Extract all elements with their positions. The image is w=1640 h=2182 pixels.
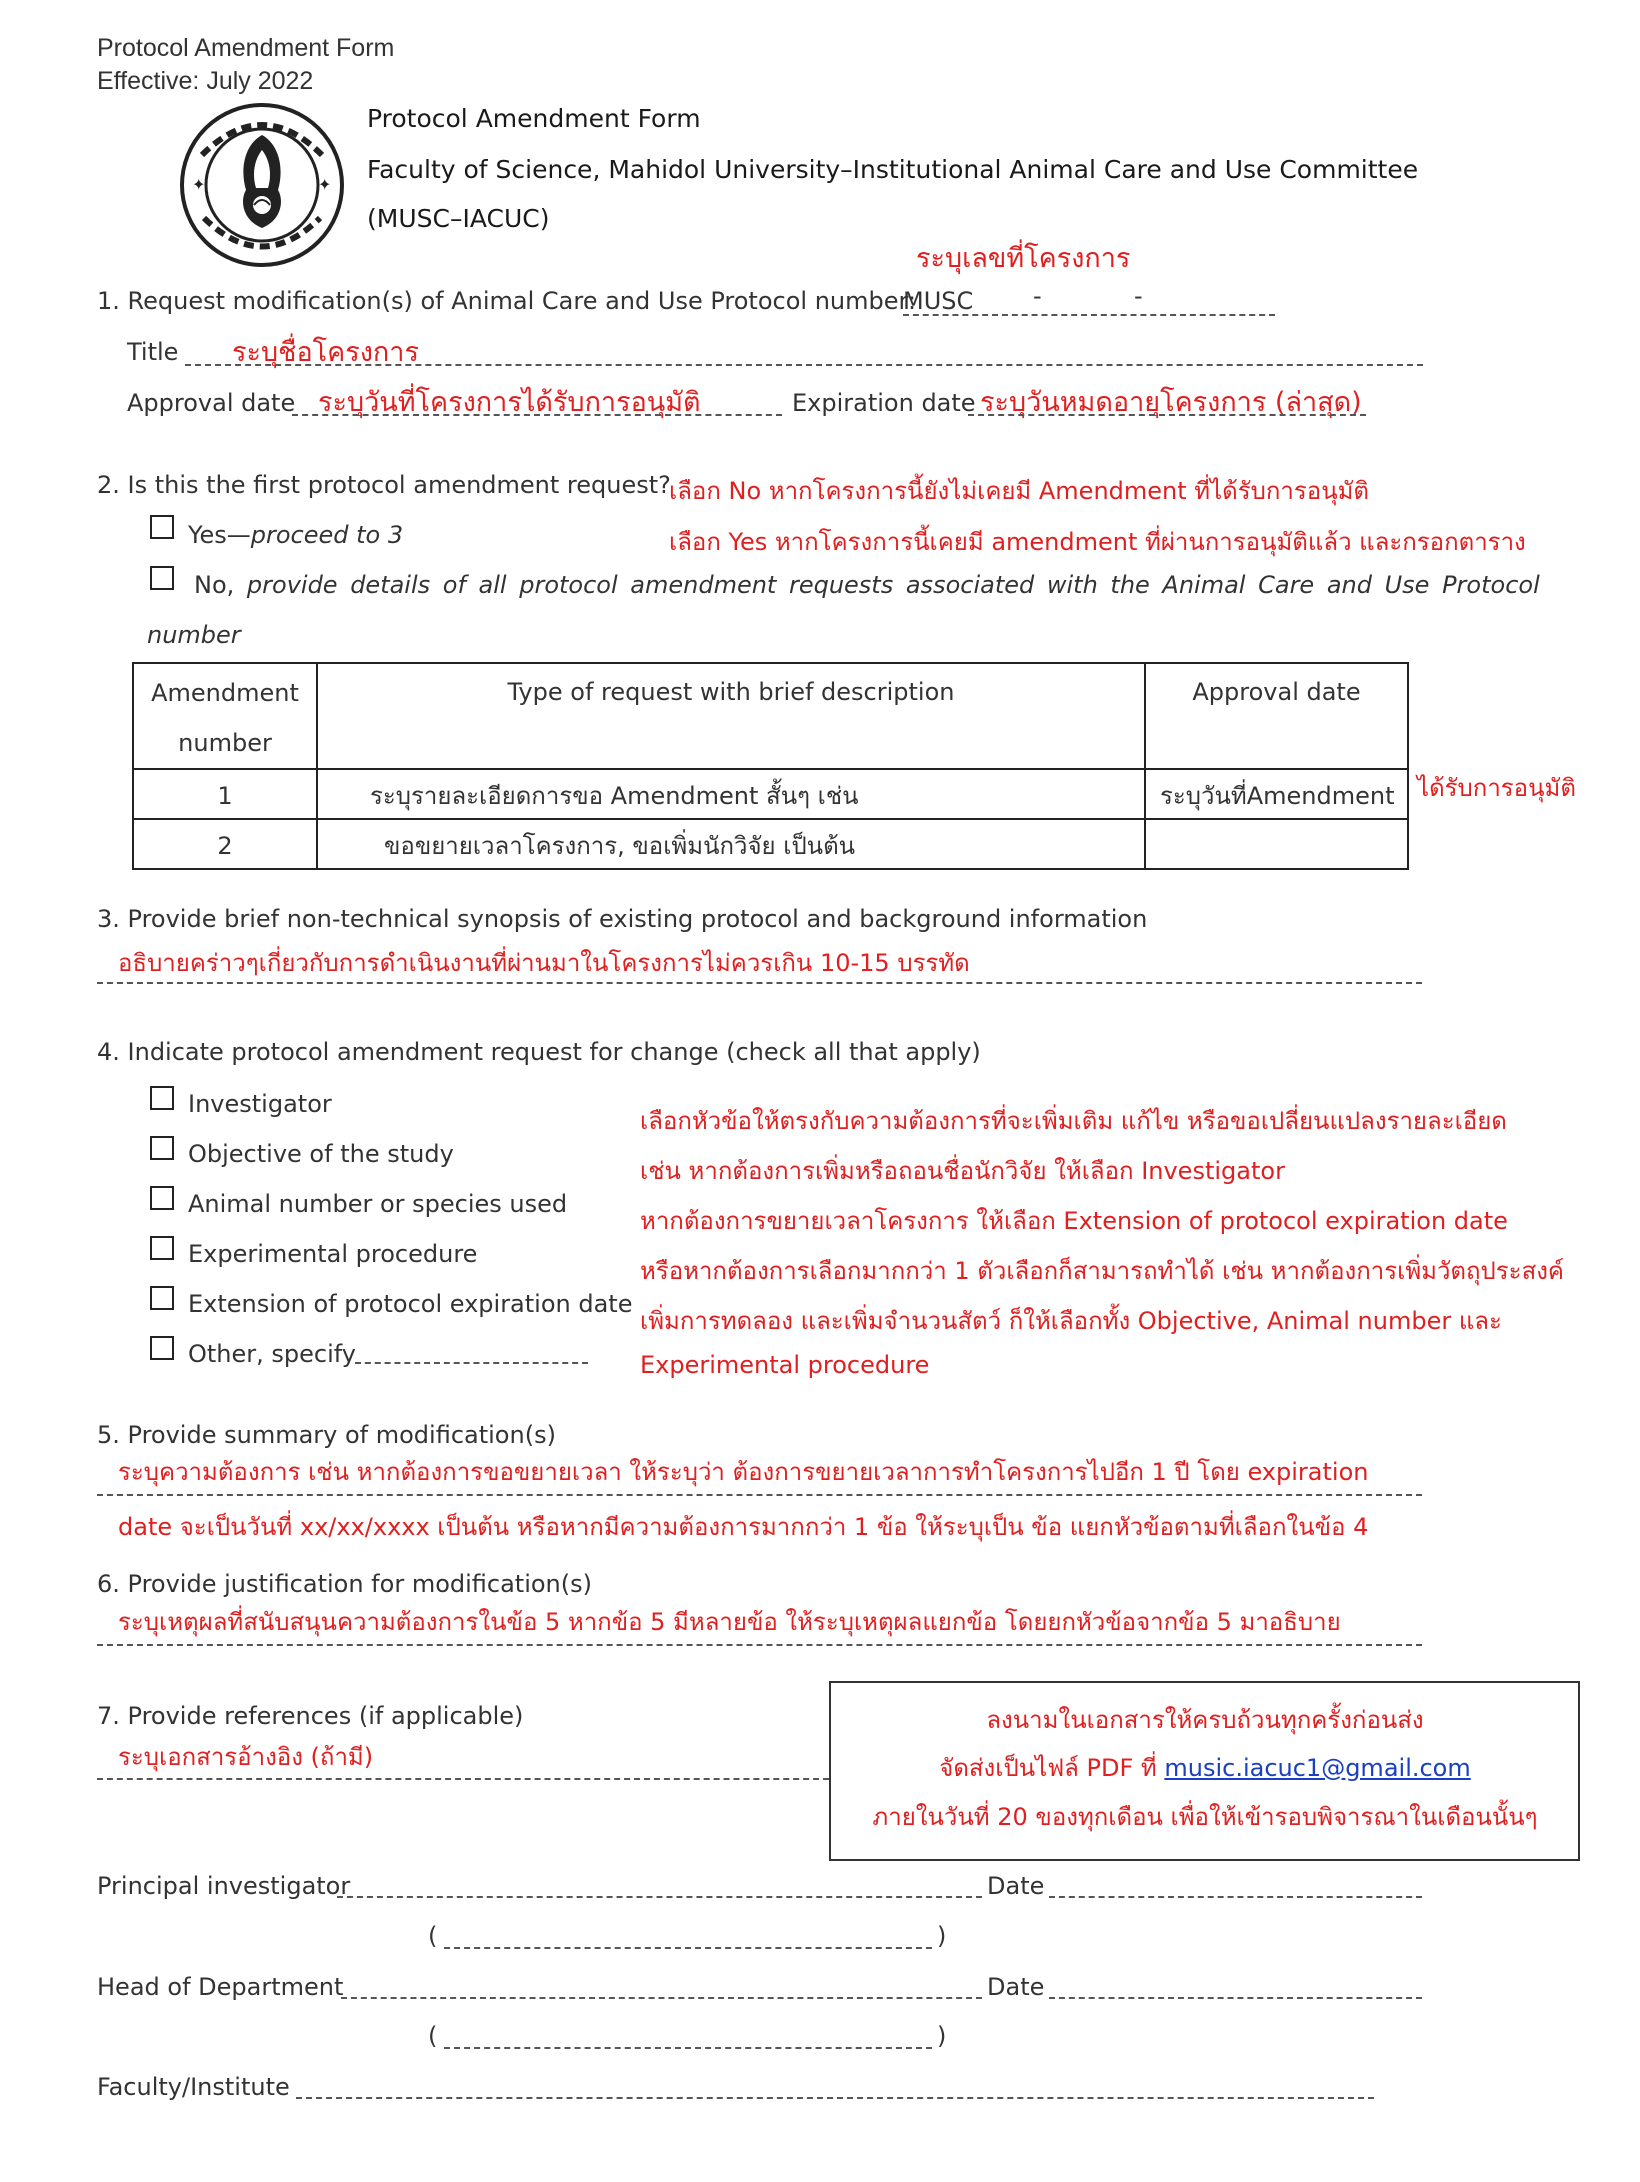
q4-hint-6: Experimental procedure — [640, 1351, 930, 1379]
head-signature-field[interactable] — [341, 1997, 982, 1999]
option-objective-checkbox[interactable] — [150, 1136, 174, 1160]
option-objective-label: Objective of the study — [188, 1140, 454, 1168]
q2-yes-label: Yes—proceed to 3 — [188, 521, 404, 549]
pi-date-field[interactable] — [1049, 1896, 1422, 1898]
q2-no-label-cont: number — [147, 621, 241, 649]
svg-text:✦: ✦ — [192, 175, 206, 194]
table-row — [133, 819, 1408, 869]
q1-label: 1. Request modification(s) of Animal Care and Use Protocol number: — [97, 287, 917, 315]
option-investigator-label: Investigator — [188, 1090, 332, 1118]
q2-no-label: No, provide details of all protocol amendment requests associated with the Animal Care and Use Protocol — [194, 571, 1540, 599]
option-other-label: Other, specify — [188, 1340, 356, 1368]
committee-title: (MUSC–IACUC) — [367, 204, 550, 233]
q7-hint: ระบุเอกสารอ้างอิง (ถ้ามี) — [118, 1743, 374, 1771]
expiration-date-hint: ระบุวันหมดอายุโครงการ (ล่าสุด) — [980, 387, 1362, 418]
head-label: Head of Department — [97, 1973, 344, 2001]
approval-date-hint: ระบุวันที่โครงการได้รับการอนุมัติ — [318, 387, 701, 418]
submission-email-link[interactable]: music.iacuc1@gmail.com — [1164, 1754, 1471, 1782]
table-row — [133, 769, 1408, 819]
option-animal-number-checkbox[interactable] — [150, 1186, 174, 1210]
q4-hint-3: หากต้องการขยายเวลาโครงการ ให้เลือก Extension of protocol expiration date — [640, 1207, 1508, 1235]
faculty-field[interactable] — [296, 2097, 1374, 2099]
q2-no-checkbox[interactable] — [150, 566, 174, 590]
q6-hint: ระบุเหตุผลที่สนับสนุนความต้องการในข้อ 5 หากข้อ 5 มีหลายข้อ ให้ระบุเหตุผลแยกข้อ โดยยกหัวข้อจากข้อ 5 มาอธิบาย — [118, 1608, 1341, 1636]
protocol-number-field[interactable] — [903, 314, 1275, 316]
form-title: Protocol Amendment Form — [367, 104, 701, 133]
q2-yes-checkbox[interactable] — [150, 515, 174, 539]
q5-label: 5. Provide summary of modification(s) — [97, 1421, 556, 1449]
pi-date-label: Date — [987, 1872, 1045, 1900]
amendment-table — [132, 662, 1409, 870]
row-approval-date[interactable]: ระบุวันที่Amendment — [1145, 769, 1408, 819]
row-number: 1 — [133, 769, 317, 819]
faculty-label: Faculty/Institute — [97, 2073, 290, 2101]
faculty-title: Faculty of Science, Mahidol University–Institutional Animal Care and Use Committee — [367, 155, 1419, 184]
effective-date: Effective: July 2022 — [97, 67, 314, 95]
q4-hint-1: เลือกหัวข้อให้ตรงกับความต้องการที่จะเพิ่มเติม แก้ไข หรือขอเปลี่ยนแปลงรายละเอียด — [640, 1107, 1507, 1135]
q2-no-hint: เลือก No หากโครงการนี้ยังไม่เคยมี Amendment ที่ได้รับการอนุมัติ — [669, 477, 1370, 505]
q3-field[interactable] — [97, 982, 1422, 984]
q4-label: 4. Indicate protocol amendment request for change (check all that apply) — [97, 1038, 981, 1066]
q6-label: 6. Provide justification for modification(s) — [97, 1570, 592, 1598]
pi-signature-field[interactable] — [337, 1896, 982, 1898]
approval-date-label: Approval date — [127, 389, 296, 417]
other-specify-field[interactable] — [355, 1362, 588, 1364]
row-number: 2 — [133, 819, 317, 869]
protocol-prefix: MUSC — [903, 287, 974, 315]
option-procedure-checkbox[interactable] — [150, 1236, 174, 1260]
option-other-checkbox[interactable] — [150, 1336, 174, 1360]
option-extension-label: Extension of protocol expiration date — [188, 1290, 633, 1318]
table-header-description: Type of request with brief description — [317, 663, 1145, 769]
protocol-sep-2: - — [1134, 282, 1143, 310]
head-paren-close: ) — [937, 2022, 947, 2050]
title-hint: ระบุชื่อโครงการ — [232, 337, 419, 368]
title-field[interactable] — [185, 364, 1423, 366]
q7-label: 7. Provide references (if applicable) — [97, 1702, 524, 1730]
university-seal-icon — [172, 100, 352, 270]
table-header-amendment: Amendment number — [133, 663, 317, 769]
note-line-3: ภายในวันที่ 20 ของทุกเดือน เพื่อให้เข้ารอบพิจารณาในเดือนนั้นๆ — [872, 1803, 1538, 1831]
table-header-approval-date: Approval date — [1145, 663, 1408, 769]
expiration-date-field[interactable] — [968, 414, 1366, 416]
expiration-date-label: Expiration date — [792, 389, 976, 417]
row-approval-date[interactable] — [1145, 819, 1408, 869]
note-line-2: จัดส่งเป็นไฟล์ PDF ที่ music.iacuc1@gmail.com — [939, 1754, 1471, 1782]
option-animal-number-label: Animal number or species used — [188, 1190, 568, 1218]
protocol-sep-1: - — [1033, 282, 1042, 310]
q2-yes-hint: เลือก Yes หากโครงการนี้เคยมี amendment ที่ผ่านการอนุมัติแล้ว และกรอกตาราง — [669, 528, 1526, 556]
form-name: Protocol Amendment Form — [97, 34, 395, 62]
q5-field[interactable] — [97, 1494, 1422, 1496]
option-extension-checkbox[interactable] — [150, 1286, 174, 1310]
pi-label: Principal investigator — [97, 1872, 351, 1900]
option-investigator-checkbox[interactable] — [150, 1086, 174, 1110]
approval-date-hint-tail: ได้รับการอนุมัติ — [1417, 774, 1576, 802]
q5-hint-1: ระบุความต้องการ เช่น หากต้องการขอขยายเวลา ให้ระบุว่า ต้องการขยายเวลาการทำโครงการไปอีก 1 ปี โดย expiration — [118, 1458, 1369, 1486]
q3-hint: อธิบายคร่าวๆเกี่ยวกับการดำเนินงานที่ผ่านมาในโครงการไม่ควรเกิน 10-15 บรรทัด — [118, 949, 970, 977]
row-description[interactable]: ขอขยายเวลาโครงการ, ขอเพิ่มนักวิจัย เป็นต้น — [317, 819, 1145, 869]
q7-field[interactable] — [97, 1778, 829, 1780]
head-printed-name-field[interactable] — [444, 2047, 932, 2049]
q4-hint-2: เช่น หากต้องการเพิ่มหรือถอนชื่อนักวิจัย ให้เลือก Investigator — [640, 1157, 1285, 1185]
svg-text:✦: ✦ — [318, 175, 332, 194]
row-description[interactable]: ระบุรายละเอียดการขอ Amendment สั้นๆ เช่น — [317, 769, 1145, 819]
pi-paren-close: ) — [937, 1922, 947, 1950]
q3-label: 3. Provide brief non-technical synopsis of existing protocol and background information — [97, 905, 1148, 933]
q2-label: 2. Is this the first protocol amendment request? — [97, 471, 671, 499]
option-procedure-label: Experimental procedure — [188, 1240, 478, 1268]
title-label: Title — [127, 338, 179, 366]
q5-hint-2: date จะเป็นวันที่ xx/xx/xxxx เป็นต้น หรือหากมีความต้องการมากกว่า 1 ข้อ ให้ระบุเป็น ข้อ แยกหัวข้อตามที่เลือกในข้อ 4 — [118, 1513, 1369, 1541]
note-line-1: ลงนามในเอกสารให้ครบถ้วนทุกครั้งก่อนส่ง — [986, 1706, 1424, 1734]
head-date-field[interactable] — [1049, 1997, 1422, 1999]
head-date-label: Date — [987, 1973, 1045, 2001]
q6-field[interactable] — [97, 1644, 1422, 1646]
approval-date-field[interactable] — [292, 414, 782, 416]
pi-printed-name-field[interactable] — [444, 1947, 932, 1949]
protocol-number-hint: ระบุเลขที่โครงการ — [916, 243, 1131, 274]
q4-hint-4: หรือหากต้องการเลือกมากกว่า 1 ตัวเลือกก็สามารถทำได้ เช่น หากต้องการเพิ่มวัตถุประสงค์ — [640, 1257, 1564, 1285]
head-paren-open: ( — [428, 2022, 438, 2050]
q4-hint-5: เพิ่มการทดลอง และเพิ่มจำนวนสัตว์ ก็ให้เลือกทั้ง Objective, Animal number และ — [640, 1307, 1502, 1335]
pi-paren-open: ( — [428, 1922, 438, 1950]
